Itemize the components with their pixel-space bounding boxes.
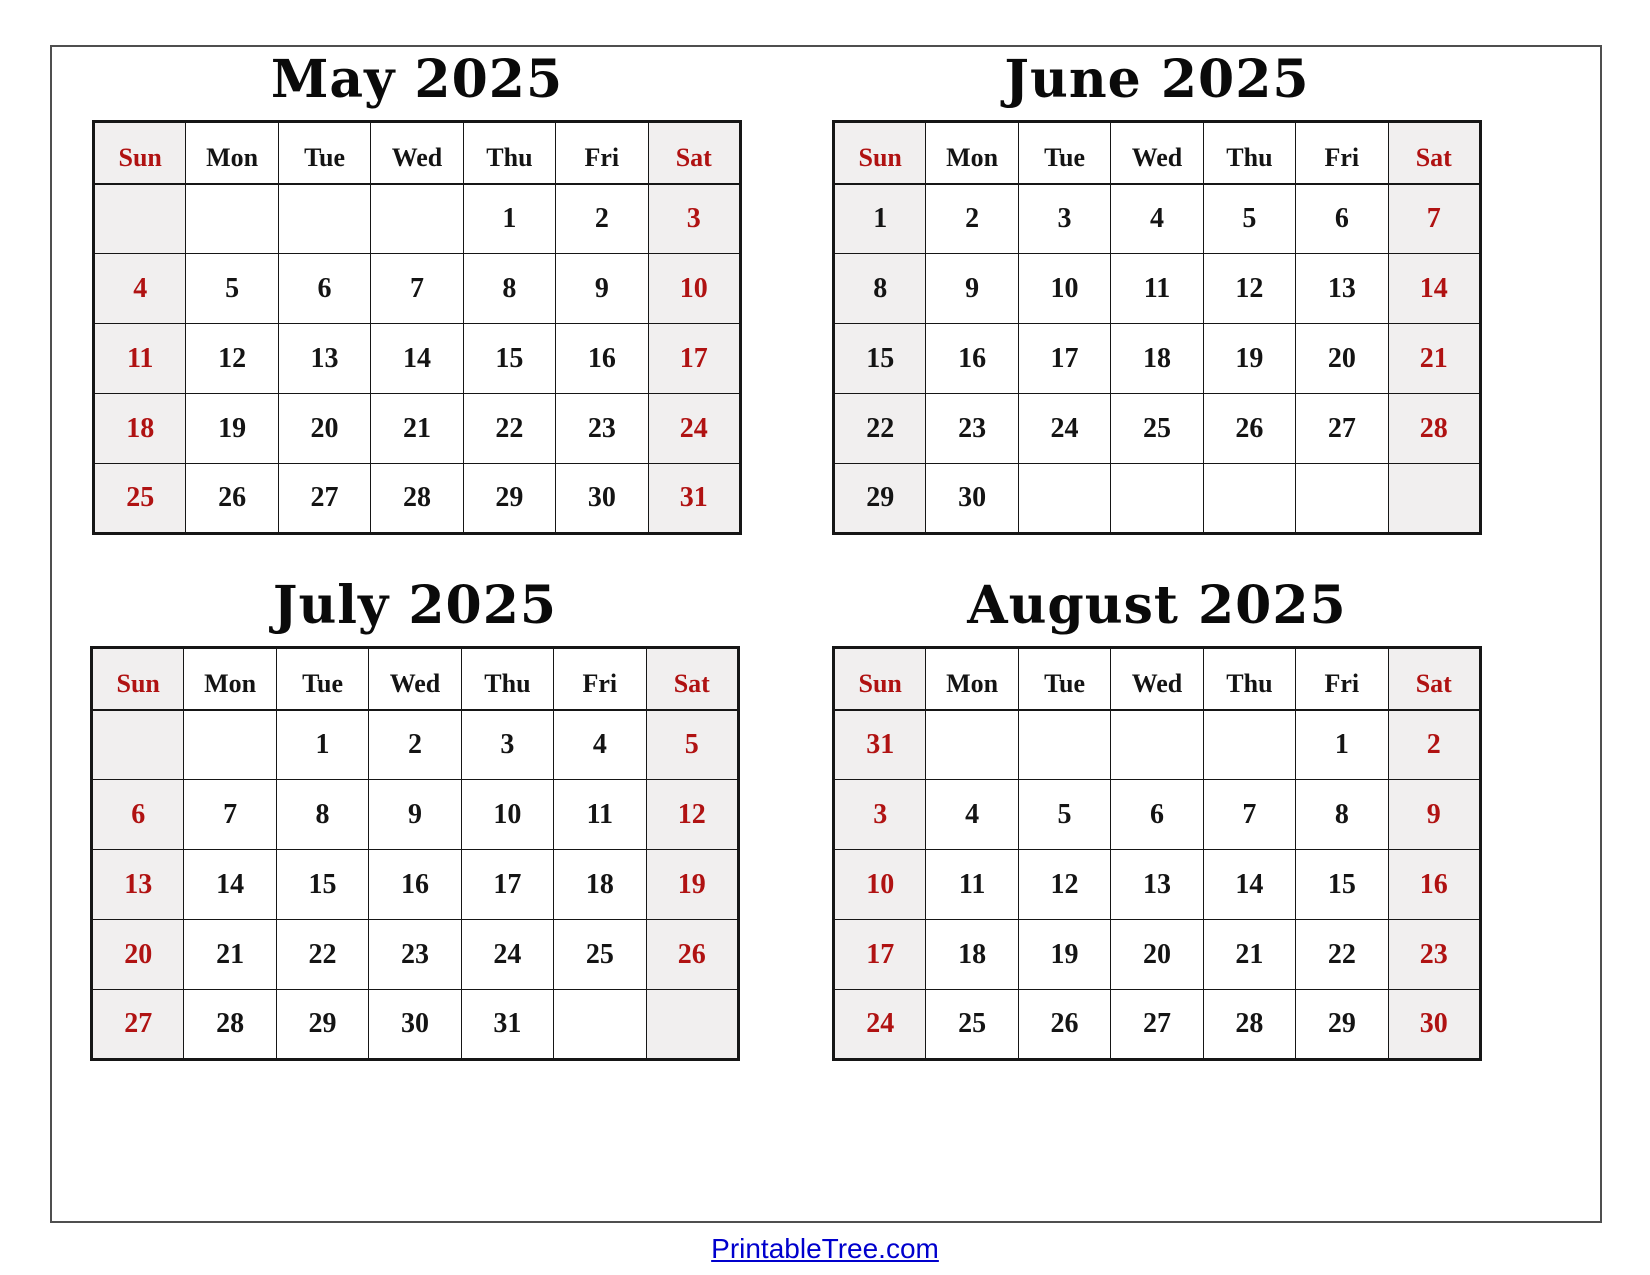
day-cell-28: 28: [1203, 990, 1295, 1060]
printabletree-link[interactable]: PrintableTree.com: [711, 1233, 939, 1264]
day-cell-15: 15: [463, 324, 555, 394]
day-cell-30: 30: [926, 464, 1018, 534]
calendar-may-2025: [92, 51, 742, 535]
day-cell-7: 7: [184, 780, 276, 850]
week-row: [834, 324, 1481, 394]
week-row: [834, 920, 1481, 990]
empty-day-cell: [1111, 464, 1203, 534]
empty-day-cell: [184, 710, 276, 780]
day-cell-3: 3: [1018, 184, 1110, 254]
day-cell-22: 22: [276, 920, 368, 990]
day-cell-1: 1: [1296, 710, 1388, 780]
day-cell-4: 4: [554, 710, 646, 780]
day-cell-16: 16: [926, 324, 1018, 394]
day-cell-28: 28: [1388, 394, 1480, 464]
day-cell-15: 15: [276, 850, 368, 920]
day-cell-5: 5: [646, 710, 738, 780]
day-cell-23: 23: [1388, 920, 1480, 990]
day-cell-22: 22: [463, 394, 555, 464]
empty-day-cell: [371, 184, 463, 254]
day-cell-15: 15: [834, 324, 926, 394]
empty-day-cell: [1018, 710, 1110, 780]
weekday-header-tue: Tue: [276, 648, 368, 710]
weekday-header-row: [94, 122, 741, 184]
empty-day-cell: [646, 990, 738, 1060]
day-cell-9: 9: [926, 254, 1018, 324]
calendar-table-may: [92, 120, 742, 535]
day-cell-22: 22: [834, 394, 926, 464]
day-cell-20: 20: [92, 920, 184, 990]
day-cell-26: 26: [186, 464, 278, 534]
empty-day-cell: [94, 184, 186, 254]
weekday-header-wed: Wed: [1111, 648, 1203, 710]
day-cell-16: 16: [1388, 850, 1480, 920]
calendar-sheet-border: [50, 45, 1602, 1223]
weekday-header-mon: Mon: [186, 122, 278, 184]
day-cell-12: 12: [186, 324, 278, 394]
week-row: [834, 850, 1481, 920]
day-cell-21: 21: [184, 920, 276, 990]
weekday-header-tue: Tue: [278, 122, 370, 184]
day-cell-31: 31: [648, 464, 740, 534]
day-cell-10: 10: [648, 254, 740, 324]
day-cell-9: 9: [1388, 780, 1480, 850]
calendar-table-june: [832, 120, 1482, 535]
day-cell-9: 9: [369, 780, 461, 850]
weekday-header-thu: Thu: [461, 648, 553, 710]
day-cell-24: 24: [461, 920, 553, 990]
weekday-header-wed: Wed: [1111, 122, 1203, 184]
day-cell-31: 31: [461, 990, 553, 1060]
weekday-header-fri: Fri: [554, 648, 646, 710]
weekday-header-wed: Wed: [371, 122, 463, 184]
week-row: [94, 184, 741, 254]
day-cell-1: 1: [834, 184, 926, 254]
weekday-header-tue: Tue: [1018, 122, 1110, 184]
weekday-header-mon: Mon: [926, 648, 1018, 710]
day-cell-16: 16: [369, 850, 461, 920]
day-cell-17: 17: [461, 850, 553, 920]
day-cell-10: 10: [1018, 254, 1110, 324]
day-cell-26: 26: [1203, 394, 1295, 464]
day-cell-27: 27: [92, 990, 184, 1060]
day-cell-8: 8: [276, 780, 368, 850]
weekday-header-sun: Sun: [834, 122, 926, 184]
day-cell-13: 13: [1111, 850, 1203, 920]
calendar-august-2025: [832, 577, 1482, 1061]
day-cell-8: 8: [1296, 780, 1388, 850]
weekday-header-sun: Sun: [834, 648, 926, 710]
empty-day-cell: [926, 710, 1018, 780]
day-cell-25: 25: [926, 990, 1018, 1060]
calendar-title-july: July 2025: [272, 575, 558, 636]
day-cell-18: 18: [94, 394, 186, 464]
day-cell-21: 21: [1203, 920, 1295, 990]
day-cell-29: 29: [463, 464, 555, 534]
day-cell-24: 24: [648, 394, 740, 464]
day-cell-2: 2: [1388, 710, 1480, 780]
week-row: [834, 780, 1481, 850]
day-cell-19: 19: [1203, 324, 1295, 394]
day-cell-30: 30: [369, 990, 461, 1060]
calendar-july-2025: [90, 577, 740, 1061]
day-cell-11: 11: [94, 324, 186, 394]
day-cell-13: 13: [278, 324, 370, 394]
day-cell-28: 28: [371, 464, 463, 534]
week-row: [94, 394, 741, 464]
day-cell-23: 23: [369, 920, 461, 990]
weekday-header-sat: Sat: [648, 122, 740, 184]
day-cell-29: 29: [276, 990, 368, 1060]
day-cell-6: 6: [278, 254, 370, 324]
day-cell-30: 30: [1388, 990, 1480, 1060]
day-cell-27: 27: [1296, 394, 1388, 464]
day-cell-25: 25: [94, 464, 186, 534]
week-row: [92, 990, 739, 1060]
weekday-header-sun: Sun: [94, 122, 186, 184]
day-cell-28: 28: [184, 990, 276, 1060]
day-cell-24: 24: [834, 990, 926, 1060]
day-cell-7: 7: [1388, 184, 1480, 254]
day-cell-21: 21: [371, 394, 463, 464]
week-row: [92, 710, 739, 780]
day-cell-7: 7: [371, 254, 463, 324]
day-cell-4: 4: [926, 780, 1018, 850]
day-cell-14: 14: [1203, 850, 1295, 920]
weekday-header-sat: Sat: [1388, 122, 1480, 184]
day-cell-29: 29: [834, 464, 926, 534]
weekday-header-mon: Mon: [184, 648, 276, 710]
day-cell-13: 13: [1296, 254, 1388, 324]
day-cell-19: 19: [186, 394, 278, 464]
day-cell-5: 5: [186, 254, 278, 324]
day-cell-9: 9: [556, 254, 648, 324]
day-cell-27: 27: [1111, 990, 1203, 1060]
week-row: [834, 184, 1481, 254]
empty-day-cell: [1388, 464, 1480, 534]
week-row: [94, 324, 741, 394]
week-row: [834, 394, 1481, 464]
day-cell-20: 20: [1111, 920, 1203, 990]
day-cell-3: 3: [834, 780, 926, 850]
day-cell-11: 11: [554, 780, 646, 850]
day-cell-6: 6: [92, 780, 184, 850]
day-cell-14: 14: [371, 324, 463, 394]
weekday-header-fri: Fri: [1296, 648, 1388, 710]
weekday-header-row: [92, 648, 739, 710]
empty-day-cell: [92, 710, 184, 780]
calendar-june-2025: [832, 51, 1482, 535]
calendar-title-may: May 2025: [270, 49, 564, 110]
day-cell-16: 16: [556, 324, 648, 394]
empty-day-cell: [1203, 710, 1295, 780]
day-cell-23: 23: [926, 394, 1018, 464]
day-cell-20: 20: [1296, 324, 1388, 394]
day-cell-15: 15: [1296, 850, 1388, 920]
day-cell-12: 12: [646, 780, 738, 850]
day-cell-12: 12: [1018, 850, 1110, 920]
week-row: [92, 920, 739, 990]
day-cell-8: 8: [463, 254, 555, 324]
day-cell-30: 30: [556, 464, 648, 534]
day-cell-4: 4: [94, 254, 186, 324]
weekday-header-thu: Thu: [1203, 648, 1295, 710]
day-cell-2: 2: [369, 710, 461, 780]
weekday-header-thu: Thu: [1203, 122, 1295, 184]
day-cell-31: 31: [834, 710, 926, 780]
weekday-header-fri: Fri: [1296, 122, 1388, 184]
day-cell-2: 2: [556, 184, 648, 254]
day-cell-18: 18: [926, 920, 1018, 990]
day-cell-7: 7: [1203, 780, 1295, 850]
weekday-header-row: [834, 122, 1481, 184]
day-cell-17: 17: [648, 324, 740, 394]
day-cell-3: 3: [648, 184, 740, 254]
day-cell-14: 14: [1388, 254, 1480, 324]
day-cell-6: 6: [1296, 184, 1388, 254]
calendar-title-june: June 2025: [1004, 49, 1310, 110]
day-cell-21: 21: [1388, 324, 1480, 394]
weekday-header-sat: Sat: [646, 648, 738, 710]
day-cell-6: 6: [1111, 780, 1203, 850]
footer: [0, 1233, 1650, 1265]
empty-day-cell: [1296, 464, 1388, 534]
day-cell-1: 1: [276, 710, 368, 780]
day-cell-23: 23: [556, 394, 648, 464]
day-cell-14: 14: [184, 850, 276, 920]
day-cell-1: 1: [463, 184, 555, 254]
week-row: [834, 254, 1481, 324]
day-cell-26: 26: [646, 920, 738, 990]
day-cell-18: 18: [554, 850, 646, 920]
week-row: [834, 464, 1481, 534]
day-cell-12: 12: [1203, 254, 1295, 324]
empty-day-cell: [554, 990, 646, 1060]
empty-day-cell: [278, 184, 370, 254]
day-cell-26: 26: [1018, 990, 1110, 1060]
weekday-header-wed: Wed: [369, 648, 461, 710]
day-cell-22: 22: [1296, 920, 1388, 990]
day-cell-5: 5: [1203, 184, 1295, 254]
day-cell-8: 8: [834, 254, 926, 324]
day-cell-29: 29: [1296, 990, 1388, 1060]
day-cell-25: 25: [1111, 394, 1203, 464]
empty-day-cell: [1203, 464, 1295, 534]
weekday-header-thu: Thu: [463, 122, 555, 184]
weekday-header-tue: Tue: [1018, 648, 1110, 710]
day-cell-19: 19: [646, 850, 738, 920]
week-row: [92, 780, 739, 850]
day-cell-13: 13: [92, 850, 184, 920]
day-cell-24: 24: [1018, 394, 1110, 464]
week-row: [834, 990, 1481, 1060]
day-cell-10: 10: [461, 780, 553, 850]
weekday-header-sat: Sat: [1388, 648, 1480, 710]
weekday-header-mon: Mon: [926, 122, 1018, 184]
day-cell-4: 4: [1111, 184, 1203, 254]
calendar-table-august: [832, 646, 1482, 1061]
day-cell-11: 11: [926, 850, 1018, 920]
empty-day-cell: [186, 184, 278, 254]
weekday-header-row: [834, 648, 1481, 710]
day-cell-20: 20: [278, 394, 370, 464]
week-row: [94, 254, 741, 324]
empty-day-cell: [1018, 464, 1110, 534]
day-cell-18: 18: [1111, 324, 1203, 394]
day-cell-17: 17: [1018, 324, 1110, 394]
weekday-header-fri: Fri: [556, 122, 648, 184]
week-row: [834, 710, 1481, 780]
day-cell-27: 27: [278, 464, 370, 534]
weekday-header-sun: Sun: [92, 648, 184, 710]
day-cell-2: 2: [926, 184, 1018, 254]
calendar-table-july: [90, 646, 740, 1061]
day-cell-5: 5: [1018, 780, 1110, 850]
calendar-title-august: August 2025: [967, 575, 1347, 636]
week-row: [94, 464, 741, 534]
day-cell-17: 17: [834, 920, 926, 990]
day-cell-19: 19: [1018, 920, 1110, 990]
day-cell-3: 3: [461, 710, 553, 780]
empty-day-cell: [1111, 710, 1203, 780]
week-row: [92, 850, 739, 920]
day-cell-10: 10: [834, 850, 926, 920]
day-cell-11: 11: [1111, 254, 1203, 324]
day-cell-25: 25: [554, 920, 646, 990]
